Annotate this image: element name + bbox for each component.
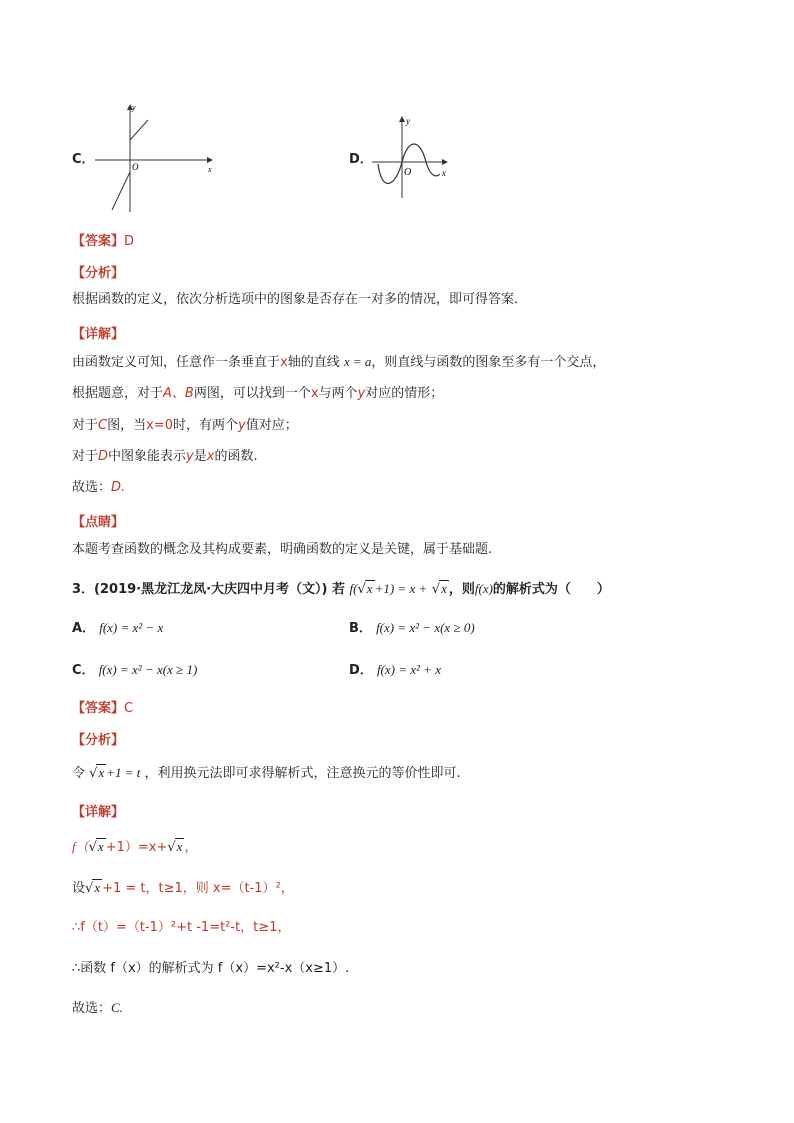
- svg-text:x: x: [442, 168, 446, 178]
- detail-line-4: 对于D中图象能表示y是x的函数.: [72, 449, 258, 464]
- answer-value-2: C: [124, 701, 134, 716]
- detail2-line-3: ∴f（t）=（t-1）²+t -1=t²-t，t≥1，: [72, 920, 291, 935]
- detail-line-2: 根据题意，对于A、B两图，可以找到一个x与两个y对应的情形；: [72, 386, 444, 401]
- detail-line-1: 由函数定义可知，任意作一条垂直于x轴的直线 x = a，则直线与函数的图象至多有一个交点，: [72, 354, 606, 370]
- q3-option-a[interactable]: A． f(x) = x² − x: [72, 620, 164, 636]
- detail-line-3: 对于C图，当x=0时，有两个y值对应；: [72, 418, 298, 433]
- axis-x-label: x: [208, 165, 212, 174]
- analysis-heading: 【分析】: [72, 266, 125, 281]
- detail2-line-4: ∴函数 f（x）的解析式为 f（x）=x²-x（x≥1）.: [72, 961, 350, 976]
- detail-heading: 【详解】: [72, 327, 125, 342]
- detail2-line-1: f（√x +1）=x+√x ，: [72, 839, 198, 855]
- axis-y-label: y: [132, 103, 136, 112]
- analysis-heading-2: 【分析】: [72, 733, 125, 748]
- answer-value: D: [124, 234, 135, 249]
- q3-option-c[interactable]: C． f(x) = x² − x(x ≥ 1): [72, 662, 198, 678]
- option-d-label: D．: [349, 152, 373, 167]
- detail2-line-2: 设√x +1 = t，t≥1，则 x=（t-1）²，: [72, 880, 294, 896]
- graph-option-d: [370, 112, 455, 202]
- svg-text:y: y: [406, 116, 410, 126]
- graph-option-c: [95, 100, 220, 215]
- choose-line-1: 故选：D.: [72, 480, 126, 495]
- q3-option-b[interactable]: B． f(x) = x² − x(x ≥ 0): [349, 620, 475, 636]
- answer-heading-2: 【答案】C: [72, 701, 134, 716]
- answer-heading: 【答案】D: [72, 234, 135, 249]
- choose-line-2: 故选：C.: [72, 1000, 123, 1016]
- q3-option-d[interactable]: D． f(x) = x² + x: [349, 662, 441, 678]
- detail-heading-2: 【详解】: [72, 805, 125, 820]
- analysis-text: 根据函数的定义，依次分析选项中的图象是否存在一对多的情况，即可得答案．: [72, 292, 528, 307]
- comment-heading: 【点睛】: [72, 515, 125, 530]
- analysis-text-2: 令 √x +1 = t ，利用换元法即可求得解析式，注意换元的等价性即可.: [72, 765, 461, 781]
- comment-text: 本题考查函数的概念及其构成要素，明确函数的定义是关键，属于基础题.: [72, 542, 493, 557]
- question-3-stem: 3．(2019·黑龙江龙凤·大庆四中月考（文）) 若 f(√x +1) = x + √x ，则f(x)的解析式为（ ）: [72, 581, 610, 597]
- origin-label: O: [132, 162, 139, 172]
- option-c-label: C．: [72, 152, 95, 167]
- svg-text:O: O: [404, 167, 412, 178]
